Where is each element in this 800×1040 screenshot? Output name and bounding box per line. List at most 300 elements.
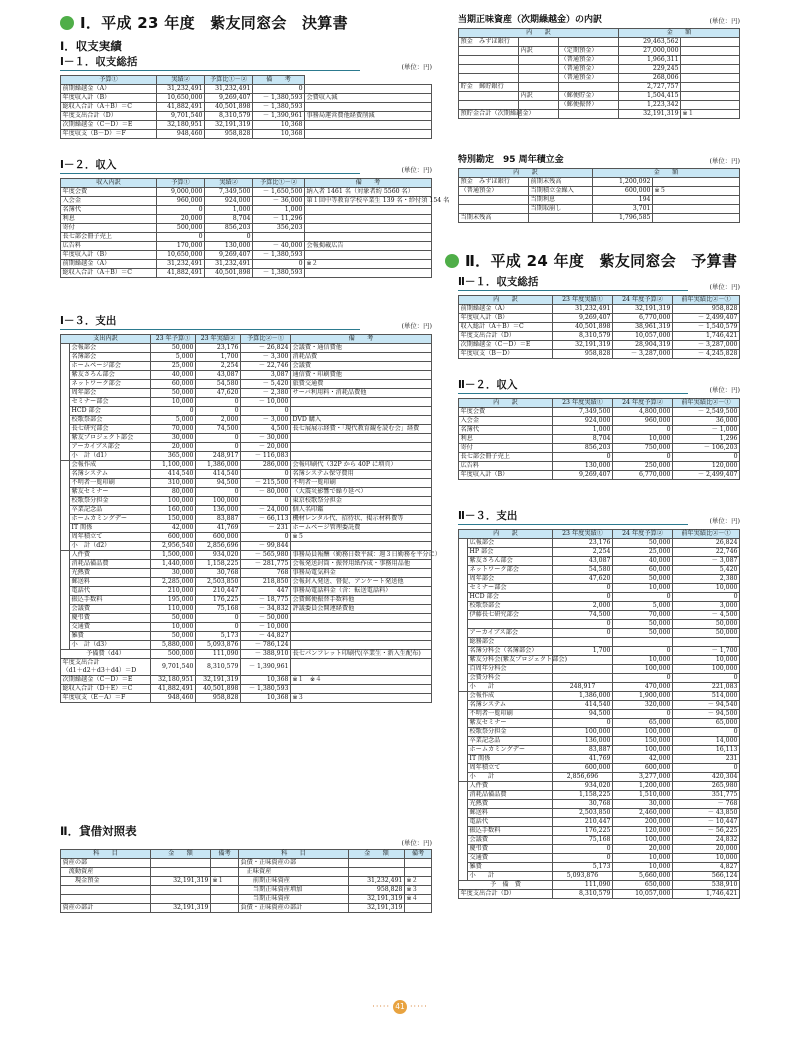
table-cell: 32,180,951 — [157, 121, 205, 130]
table-cell: 次期繰越金（C－D）＝E — [61, 121, 157, 130]
table-row — [459, 92, 740, 101]
table-cell: － 1,380,593 — [253, 269, 305, 278]
table-row — [61, 587, 432, 596]
summary-table — [60, 75, 432, 139]
column-header: 内 訳 — [459, 530, 553, 539]
table-cell: 32,191,319 — [151, 904, 211, 913]
table-cell: 10,000 — [673, 584, 740, 593]
table-cell: 32,191,319 — [619, 110, 681, 119]
column-header: 予算比①－② — [253, 179, 305, 188]
table-cell — [61, 895, 151, 904]
table-cell: － 1,000 — [673, 426, 740, 435]
table-cell: 320,000 — [613, 701, 673, 710]
table-cell: 0 — [673, 674, 740, 683]
net-assets-table — [458, 28, 740, 119]
table-cell: 紫友さろん部会 — [70, 371, 151, 380]
table-cell: 136,000 — [553, 737, 613, 746]
table-cell: 100,000 — [613, 836, 673, 845]
table-cell: 31,232,491 — [553, 305, 613, 314]
table-row — [459, 426, 740, 435]
green-bullet-icon — [445, 254, 459, 268]
table-cell: 周年部会 — [468, 575, 553, 584]
table-cell: 50,000 — [673, 629, 740, 638]
table-cell: 流動資産 — [61, 868, 151, 877]
table-row — [459, 314, 740, 323]
table-cell: － 1,390,961 — [253, 112, 305, 121]
table-cell — [305, 121, 432, 130]
table-cell: 934,020 — [553, 782, 613, 791]
table-cell: 958,828 — [349, 886, 405, 895]
table-cell: 会議費 — [468, 836, 553, 845]
table-cell: 2,254 — [553, 548, 613, 557]
table-cell: ホームカミングデー — [468, 746, 553, 755]
table-cell: 40,501,898 — [205, 103, 253, 112]
column-header: 予算① — [157, 179, 205, 188]
table-cell: 百周年分科会 — [468, 665, 553, 674]
table-cell: － 43,850 — [673, 809, 740, 818]
table-cell: 周年積立て — [70, 533, 151, 542]
table-cell — [653, 196, 740, 205]
table-cell: 小 計（d1） — [70, 452, 151, 461]
table-cell: 47,620 — [196, 389, 241, 398]
table-row — [61, 233, 432, 242]
table-row — [61, 407, 432, 416]
column-header: 備考 — [405, 850, 432, 859]
table-cell — [291, 685, 432, 694]
table-cell: 2,285,000 — [151, 578, 196, 587]
table-cell: 小 計 — [468, 872, 553, 881]
table-cell: 356,203 — [253, 224, 305, 233]
table-cell: 75,168 — [553, 836, 613, 845]
table-cell — [253, 233, 305, 242]
table-cell: 41,769 — [196, 524, 241, 533]
table-cell — [519, 83, 559, 92]
table-cell — [681, 56, 740, 65]
table-cell: 40,000 — [613, 557, 673, 566]
table-cell: － 5,420 — [241, 380, 291, 389]
table-row — [61, 380, 432, 389]
table-cell: 校歌祭分担金 — [70, 497, 151, 506]
table-cell: ※２ — [405, 877, 432, 886]
table-cell: 1,158,225 — [196, 560, 241, 569]
table-cell: 負債・正味資産の部 — [239, 859, 349, 868]
table-cell: 人件費 — [468, 782, 553, 791]
table-cell — [211, 868, 239, 877]
table-cell — [673, 638, 740, 647]
group-label — [61, 461, 70, 551]
table-cell: 年度収入計（B） — [459, 314, 553, 323]
table-cell: 9,269,407 — [553, 314, 613, 323]
table-cell: 83,887 — [196, 515, 241, 524]
column-header: 23 年実績② — [196, 335, 241, 344]
table-cell: 当期正味資産増加 — [239, 886, 349, 895]
table-cell: ※３ — [405, 886, 432, 895]
table-cell: 寄付 — [61, 224, 157, 233]
table-cell: 長七部会冊子売上 — [61, 233, 157, 242]
header-row — [459, 29, 740, 38]
table-cell: 248,917 — [553, 683, 613, 692]
budget-title — [445, 250, 737, 271]
table-cell: 50,000 — [151, 614, 196, 623]
settlement-title-text: Ⅰ．平成 23 年度 紫友同窓会 決算書 — [80, 14, 348, 32]
table-cell — [529, 214, 593, 223]
table-cell: 事務局員報酬（勤務日数平減：週３日勤務を平分に） — [292, 551, 441, 558]
table-cell — [405, 904, 432, 913]
table-cell: － 44,827 — [241, 632, 291, 641]
table-row — [61, 353, 432, 362]
table-cell: ホームページ管理委託費 — [291, 524, 432, 533]
table-cell — [553, 674, 613, 683]
table-row — [61, 605, 432, 614]
table-cell: 100,000 — [151, 497, 196, 506]
header-row — [459, 169, 740, 178]
table-cell — [291, 443, 432, 452]
table-cell: 23,176 — [553, 539, 613, 548]
table-cell: 0 — [553, 584, 613, 593]
table-cell: 40,501,898 — [553, 323, 613, 332]
table-cell — [349, 859, 405, 868]
table-row — [459, 214, 740, 223]
table-row — [61, 188, 432, 197]
table-cell: 慶弔費 — [70, 614, 151, 623]
table-cell: 8,310,579 — [553, 332, 613, 341]
table-cell: 年度支出合計（D） — [459, 332, 553, 341]
table-cell: 31,232,491 — [157, 85, 205, 94]
table-cell: 長七研究部会 — [70, 425, 151, 434]
table-cell: 43,087 — [553, 557, 613, 566]
table-cell: － 1,650,500 — [253, 188, 305, 197]
table-cell: 内訳 — [519, 47, 559, 56]
group-label — [61, 551, 70, 650]
table-cell: 218,850 — [241, 578, 291, 587]
table-row — [459, 101, 740, 110]
table-row — [459, 332, 740, 341]
table-cell: 校歌祭部会 — [70, 416, 151, 425]
table-cell: 6,770,000 — [613, 471, 673, 480]
table-cell: 210,447 — [196, 587, 241, 596]
table-cell: 交通費 — [70, 623, 151, 632]
table-cell — [559, 110, 619, 119]
table-row — [61, 859, 432, 868]
table-cell: 5,093,876 — [196, 641, 241, 650]
table-cell: 0 — [151, 407, 196, 416]
section-balance-sheet: Ⅱ．貸借対照表 — [60, 824, 137, 838]
table-cell: 総収入合計（D＋E）＝C — [61, 685, 151, 694]
table-cell: 42,000 — [613, 755, 673, 764]
table-row — [459, 584, 740, 593]
table-row — [61, 506, 432, 515]
table-cell: 会費郵便振替手数料他 — [291, 596, 432, 605]
table-cell: 光熱費 — [468, 800, 553, 809]
table-cell: 長七部会冊子売上 — [459, 453, 553, 462]
table-cell: 41,769 — [553, 755, 613, 764]
table-row — [459, 728, 740, 737]
column-header: 金 額 — [593, 169, 740, 178]
table-row — [459, 408, 740, 417]
table-cell: 名簿分科会（名簿部会） — [468, 647, 553, 656]
table-cell: 第１回中等教育学校卒業生 139 名・紗付須 154 名 — [306, 197, 450, 204]
section-income-results: Ⅰ．収支実績 — [60, 39, 122, 53]
table-cell: － 99,844 — [241, 542, 291, 551]
table-cell: 0 — [613, 593, 673, 602]
table-cell: 1,504,415 — [619, 92, 681, 101]
table-cell: 229,245 — [619, 65, 681, 74]
table-cell: 1,966,311 — [619, 56, 681, 65]
table-cell: 600,000 — [151, 533, 196, 542]
table-row — [459, 548, 740, 557]
table-cell — [211, 859, 239, 868]
table-cell: 470,000 — [613, 683, 673, 692]
table-cell: － 3,287,000 — [613, 350, 673, 359]
table-cell: 1,746,421 — [673, 332, 740, 341]
table-cell: 50,000 — [151, 389, 196, 398]
table-cell: 100,000 — [613, 665, 673, 674]
table-cell: 人件費 — [70, 551, 151, 560]
table-cell: 会報封入発送、督促、アンケート発送他 — [291, 578, 432, 587]
table-cell — [305, 85, 432, 94]
table-cell — [305, 130, 432, 139]
table-cell: 会報作成 — [70, 461, 151, 470]
table-row — [459, 719, 740, 728]
table-cell: 20,000 — [613, 845, 673, 854]
table-cell: 447 — [241, 587, 291, 596]
table-cell: 次期繰越金（C－D）＝E — [61, 676, 151, 685]
table-cell: 2,254 — [196, 362, 241, 371]
table-cell: 1,900,000 — [613, 692, 673, 701]
table-cell: 32,191,319 — [151, 877, 211, 886]
table-cell: 5,000 — [613, 602, 673, 611]
column-header: 金 額 — [619, 29, 740, 38]
table-row — [459, 47, 740, 56]
table-cell: ※５ — [653, 187, 740, 196]
table-cell: 前期末残高 — [529, 178, 593, 187]
expenditure-table — [60, 334, 441, 703]
table-row — [459, 890, 740, 899]
table-row — [459, 872, 740, 881]
table-cell: 10,057,000 — [613, 332, 673, 341]
table-cell: 0 — [673, 764, 740, 773]
table-cell: （郵便貯金） — [559, 92, 619, 101]
table-row — [459, 629, 740, 638]
table-cell: 50,000 — [613, 575, 673, 584]
unit-label: (単位：円) — [709, 283, 740, 291]
table-cell: （普通預金） — [459, 187, 529, 196]
table-cell: 36,000 — [673, 417, 740, 426]
table-cell: 1,700 — [553, 647, 613, 656]
table-cell: 0 — [553, 620, 613, 629]
table-cell: － 281,775 — [241, 560, 291, 569]
table-cell: 538,910 — [673, 881, 740, 890]
table-row — [459, 323, 740, 332]
table-cell — [291, 641, 432, 650]
table-cell: HCD 部会 — [70, 407, 151, 416]
table-row — [61, 251, 432, 260]
table-cell: 紫友プロジェクト部会 — [70, 434, 151, 443]
table-cell: HCD 部会 — [468, 593, 553, 602]
table-cell: 130,000 — [553, 462, 613, 471]
unit-label: (単位：円) — [401, 839, 432, 847]
table-cell: 不明者一覧印刷 — [70, 479, 151, 488]
table-row — [61, 362, 432, 371]
table-cell: 0 — [205, 233, 253, 242]
table-cell: 年度支出合計 （d1＋d2＋d3＋d4）＝D — [61, 659, 151, 676]
table-cell: 42,000 — [151, 524, 196, 533]
table-cell: 0 — [613, 710, 673, 719]
table-cell: 資産の部計 — [61, 904, 151, 913]
table-cell — [519, 38, 559, 47]
table-cell: ネットワーク部会 — [70, 380, 151, 389]
table-cell: 1,296 — [673, 435, 740, 444]
table-cell: － 94,540 — [673, 701, 740, 710]
budget-summary-table — [458, 295, 740, 359]
table-row — [459, 417, 740, 426]
table-cell: 納入者 1461 名（対象者約 5560 名） — [305, 188, 432, 197]
column-header: 23 年予算① — [151, 335, 196, 344]
column-header: 科 目 — [61, 850, 151, 859]
table-cell: 7,349,500 — [553, 408, 613, 417]
column-header: 前年実績比②－① — [673, 530, 740, 539]
table-cell: 広報部会 — [468, 539, 553, 548]
table-cell: 会報部会 — [70, 344, 151, 353]
table-row — [459, 305, 740, 314]
table-cell: 210,447 — [553, 818, 613, 827]
table-row — [459, 809, 740, 818]
heading-expenditure: Ⅰ－３．支出 — [60, 313, 360, 330]
table-row — [61, 479, 432, 488]
table-row — [459, 656, 740, 665]
table-row — [459, 196, 740, 205]
table-row — [61, 112, 432, 121]
table-cell: 750,000 — [613, 444, 673, 453]
column-header: 内 訳 — [459, 399, 553, 408]
table-row — [459, 453, 740, 462]
table-cell — [553, 665, 613, 674]
table-cell — [681, 65, 740, 74]
table-cell: ホームカミングデー — [70, 515, 151, 524]
table-cell: ※２ — [305, 260, 432, 269]
table-cell — [291, 614, 432, 623]
budget-income-table — [458, 398, 740, 480]
table-cell: 年度収入計（B） — [61, 94, 157, 103]
table-cell: 年度収入計（B） — [61, 251, 157, 260]
table-cell — [291, 407, 432, 416]
table-cell — [291, 632, 432, 641]
table-cell: 9,269,407 — [205, 94, 253, 103]
table-cell: 1,796,585 — [593, 214, 653, 223]
table-cell: 2,000 — [553, 602, 613, 611]
table-cell: 0 — [196, 614, 241, 623]
table-cell: 振込手数料 — [468, 827, 553, 836]
table-cell: 9,000,000 — [157, 188, 205, 197]
table-cell: 934,020 — [196, 551, 241, 560]
table-row — [459, 782, 740, 791]
table-cell: 4,800,000 — [613, 408, 673, 417]
table-cell: 286,000 — [241, 461, 291, 470]
table-cell: 194 — [593, 196, 653, 205]
table-cell: － 1,390,961 — [241, 659, 291, 676]
table-cell: 総収入合計（A＋B）＝C — [61, 103, 157, 112]
table-row — [459, 827, 740, 836]
table-cell: 0 — [613, 453, 673, 462]
table-cell: 650,000 — [613, 881, 673, 890]
table-cell: 120,000 — [673, 462, 740, 471]
table-cell: 365,000 — [151, 452, 196, 461]
table-cell: 8,704 — [205, 215, 253, 224]
table-cell — [305, 224, 432, 233]
table-cell: 70,000 — [151, 425, 196, 434]
table-cell: － 565,980 — [241, 551, 291, 560]
unit-label: (単位：円) — [709, 517, 740, 525]
table-cell: 32,191,319 — [349, 895, 405, 904]
table-cell: 1,000 — [205, 206, 253, 215]
table-cell: 郵送料 — [468, 809, 553, 818]
table-cell: 9,701,540 — [157, 112, 205, 121]
table-row — [61, 434, 432, 443]
table-cell: － 1,540,579 — [673, 323, 740, 332]
page-number: ····· 41 ····· — [0, 1000, 800, 1014]
table-cell: 948,460 — [157, 130, 205, 139]
table-cell: （普通預金） — [559, 74, 619, 83]
table-cell: 不明者一覧印刷 — [291, 479, 432, 488]
header-row — [61, 335, 432, 344]
table-cell: 1,100,000 — [151, 461, 196, 470]
table-cell: 10,000 — [673, 656, 740, 665]
table-row — [459, 692, 740, 701]
table-cell: セミナー部会 — [70, 398, 151, 407]
header-row — [459, 530, 740, 539]
column-header: 金 額 — [151, 850, 211, 859]
table-cell: 1,700 — [196, 353, 241, 362]
table-cell: 消耗品備品費 — [70, 560, 151, 569]
table-cell: 65,000 — [613, 719, 673, 728]
table-row — [459, 881, 740, 890]
heading-budget-summary: Ⅱ－１．収支総括 — [458, 274, 688, 291]
green-bullet-icon — [60, 16, 74, 30]
group-label — [459, 539, 468, 692]
table-cell: － 768 — [673, 800, 740, 809]
table-row — [61, 206, 432, 215]
table-cell: 600,000 — [613, 764, 673, 773]
table-cell: 32,191,319 — [553, 341, 613, 350]
table-cell: 評議委員会開連経費他 — [291, 605, 432, 614]
table-cell: 0 — [673, 453, 740, 462]
table-cell: － 231 — [241, 524, 291, 533]
table-cell: 1,158,225 — [553, 791, 613, 800]
table-cell: － 56,225 — [673, 827, 740, 836]
income-table — [60, 178, 450, 278]
column-header: 支出内訳 — [61, 335, 151, 344]
column-header: 内 訳 — [459, 169, 593, 178]
table-cell: 30,768 — [196, 569, 241, 578]
table-row — [61, 130, 432, 139]
table-cell: 0 — [253, 260, 305, 269]
table-cell: 310,000 — [151, 479, 196, 488]
group-label — [459, 692, 468, 782]
table-cell: 0 — [553, 854, 613, 863]
table-row — [61, 389, 432, 398]
table-cell: 170,000 — [157, 242, 205, 251]
unit-label: (単位：円) — [709, 17, 740, 25]
table-row — [61, 497, 432, 506]
table-cell — [681, 38, 740, 47]
table-row — [459, 638, 740, 647]
table-cell: 校歌祭部会 — [468, 602, 553, 611]
table-cell: － 1,380,593 — [253, 103, 305, 112]
table-cell: 948,460 — [151, 694, 196, 703]
table-row — [61, 614, 432, 623]
table-cell: 当期末残高 — [459, 214, 529, 223]
table-cell: 収入総計（A＋B）＝C — [459, 323, 553, 332]
